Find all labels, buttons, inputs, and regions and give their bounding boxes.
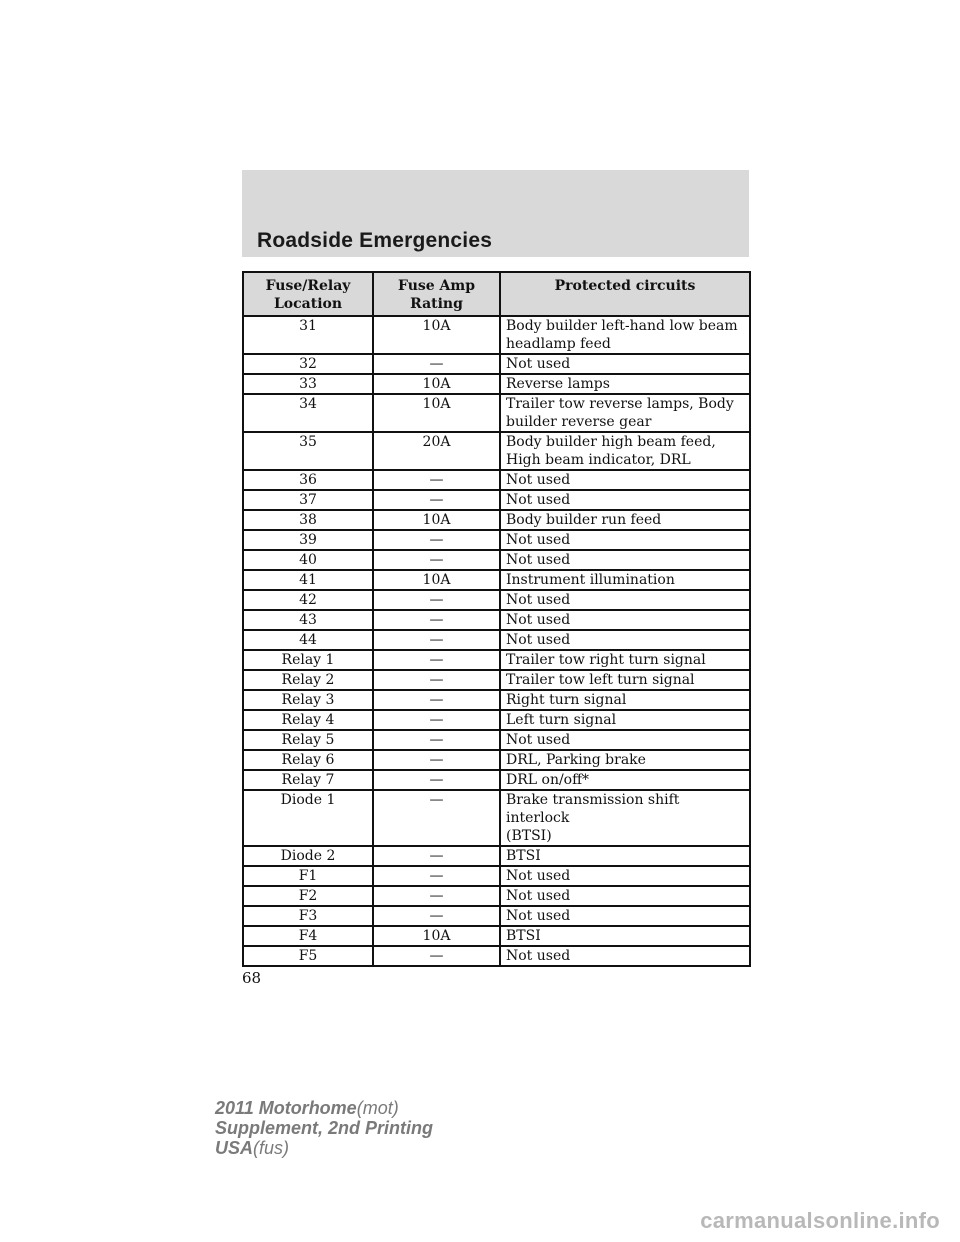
fuse-rating-cell: 10A [373, 926, 500, 946]
fuse-location-cell: Relay 2 [243, 670, 373, 690]
protected-circuits-line: Not used [506, 908, 571, 924]
fuse-rating-cell: — [373, 550, 500, 570]
footer-line-3 [215, 1138, 433, 1158]
footer-edition: Supplement, 2nd Printing [215, 1118, 434, 1138]
fuse-rating-cell: — [373, 650, 500, 670]
fuse-rating-cell: 10A [373, 316, 500, 354]
fuse-location-cell: 42 [243, 590, 373, 610]
table-row [243, 790, 750, 846]
protected-circuits-cell [500, 590, 750, 610]
protected-circuits-cell [500, 374, 750, 394]
table-row [243, 710, 750, 730]
section-header-band [242, 170, 749, 257]
protected-circuits-cell [500, 550, 750, 570]
protected-circuits-line: Not used [506, 472, 571, 488]
fuse-location-cell: 34 [243, 394, 373, 432]
protected-circuits-line: Not used [506, 492, 571, 508]
table-row [243, 394, 750, 432]
fuse-rating-cell: — [373, 730, 500, 750]
print-footer [215, 1098, 433, 1158]
table-row [243, 770, 750, 790]
protected-circuits-cell [500, 710, 750, 730]
protected-circuits-line: DRL on/off* [506, 772, 590, 788]
protected-circuits-line: Not used [506, 612, 571, 628]
protected-circuits-line: Reverse lamps [506, 376, 610, 392]
fuse-location-cell: 44 [243, 630, 373, 650]
fuse-location-cell: Relay 6 [243, 750, 373, 770]
protected-circuits-cell [500, 354, 750, 374]
footer-line-1 [215, 1098, 433, 1118]
fuse-rating-cell: — [373, 530, 500, 550]
table-row [243, 490, 750, 510]
protected-circuits-line: Body builder left-hand low beam [506, 318, 738, 334]
fuse-location-cell: F3 [243, 906, 373, 926]
table-row [243, 374, 750, 394]
header-location-line-1: Fuse/Relay [265, 278, 351, 294]
protected-circuits-line: builder reverse gear [506, 414, 652, 430]
table-row [243, 846, 750, 866]
fuse-rating-cell: — [373, 630, 500, 650]
table-row [243, 926, 750, 946]
protected-circuits-line: DRL, Parking brake [506, 752, 646, 768]
fuse-rating-cell: — [373, 670, 500, 690]
protected-circuits-line: Body builder high beam feed, [506, 434, 716, 450]
header-rating [373, 272, 500, 316]
header-rating-line-2: Rating [410, 296, 463, 312]
protected-circuits-cell [500, 432, 750, 470]
protected-circuits-line: Right turn signal [506, 692, 627, 708]
protected-circuits-line: Not used [506, 552, 571, 568]
table-row [243, 570, 750, 590]
table-row [243, 316, 750, 354]
footer-line-2 [215, 1118, 433, 1138]
footer-market-code: (fus) [253, 1138, 290, 1158]
protected-circuits-line: Not used [506, 532, 571, 548]
fuse-location-cell: Relay 7 [243, 770, 373, 790]
protected-circuits-cell [500, 530, 750, 550]
fuse-location-cell: 40 [243, 550, 373, 570]
protected-circuits-line: Not used [506, 868, 571, 884]
table-row [243, 886, 750, 906]
table-row [243, 590, 750, 610]
table-row [243, 750, 750, 770]
fuse-location-cell: Relay 4 [243, 710, 373, 730]
protected-circuits-cell [500, 886, 750, 906]
protected-circuits-line: headlamp feed [506, 336, 611, 352]
footer-model-code: (mot) [356, 1098, 399, 1118]
header-location-line-2: Location [273, 296, 343, 312]
table-row [243, 866, 750, 886]
table-row [243, 906, 750, 926]
fuse-rating-cell: — [373, 906, 500, 926]
fuse-rating-cell: — [373, 590, 500, 610]
page-number: 68 [242, 969, 262, 987]
protected-circuits-cell [500, 316, 750, 354]
table-row [243, 650, 750, 670]
protected-circuits-line: Instrument illumination [506, 572, 675, 588]
protected-circuits-cell [500, 670, 750, 690]
protected-circuits-line: (BTSI) [506, 828, 552, 844]
watermark: carmanualsonline.info [700, 1208, 940, 1233]
protected-circuits-line: Trailer tow reverse lamps, Body [506, 396, 734, 412]
fuse-rating-cell: — [373, 710, 500, 730]
protected-circuits-cell [500, 906, 750, 926]
fuse-table [242, 271, 751, 967]
fuse-location-cell: Relay 1 [243, 650, 373, 670]
protected-circuits-line: High beam indicator, DRL [506, 452, 691, 468]
fuse-rating-cell: — [373, 866, 500, 886]
protected-circuits-line: Body builder run feed [506, 512, 662, 528]
protected-circuits-cell [500, 770, 750, 790]
fuse-location-cell: Diode 2 [243, 846, 373, 866]
protected-circuits-cell [500, 630, 750, 650]
protected-circuits-line: Not used [506, 948, 571, 964]
fuse-rating-cell: — [373, 750, 500, 770]
fuse-rating-cell: — [373, 770, 500, 790]
fuse-rating-cell: 10A [373, 374, 500, 394]
fuse-location-cell: F5 [243, 946, 373, 966]
protected-circuits-cell [500, 570, 750, 590]
protected-circuits-line: Trailer tow right turn signal [506, 652, 706, 668]
table-row [243, 432, 750, 470]
table-row [243, 470, 750, 490]
table-row [243, 610, 750, 630]
fuse-location-cell: 35 [243, 432, 373, 470]
protected-circuits-line: Left turn signal [506, 712, 617, 728]
header-location [243, 272, 373, 316]
fuse-rating-cell: — [373, 886, 500, 906]
protected-circuits-line: Not used [506, 888, 571, 904]
protected-circuits-cell [500, 790, 750, 846]
header-circuits: Protected circuits [500, 272, 750, 316]
protected-circuits-cell [500, 394, 750, 432]
fuse-rating-cell: — [373, 470, 500, 490]
protected-circuits-cell [500, 730, 750, 750]
fuse-location-cell: 37 [243, 490, 373, 510]
fuse-rating-cell: 20A [373, 432, 500, 470]
protected-circuits-line: Brake transmission shift interlock [506, 792, 680, 826]
fuse-location-cell: 39 [243, 530, 373, 550]
table-row [243, 730, 750, 750]
fuse-location-cell: Diode 1 [243, 790, 373, 846]
table-row [243, 550, 750, 570]
fuse-rating-cell: — [373, 790, 500, 846]
fuse-rating-cell: 10A [373, 510, 500, 530]
protected-circuits-line: Not used [506, 592, 571, 608]
protected-circuits-cell [500, 510, 750, 530]
protected-circuits-line: Trailer tow left turn signal [506, 672, 695, 688]
fuse-rating-cell: 10A [373, 394, 500, 432]
fuse-location-cell: 33 [243, 374, 373, 394]
fuse-location-cell: 41 [243, 570, 373, 590]
fuse-rating-cell: 10A [373, 570, 500, 590]
fuse-rating-cell: — [373, 610, 500, 630]
fuse-location-cell: F4 [243, 926, 373, 946]
protected-circuits-cell [500, 926, 750, 946]
protected-circuits-cell [500, 490, 750, 510]
protected-circuits-line: BTSI [506, 848, 541, 864]
table-row [243, 670, 750, 690]
protected-circuits-cell [500, 866, 750, 886]
table-row [243, 946, 750, 966]
fuse-location-cell: 43 [243, 610, 373, 630]
fuse-location-cell: Relay 5 [243, 730, 373, 750]
header-rating-line-1: Fuse Amp [398, 278, 475, 294]
protected-circuits-line: Not used [506, 356, 571, 372]
protected-circuits-cell [500, 610, 750, 630]
table-row [243, 690, 750, 710]
fuse-rating-cell: — [373, 490, 500, 510]
fuse-location-cell: 31 [243, 316, 373, 354]
fuse-rating-cell: — [373, 846, 500, 866]
fuse-location-cell: F2 [243, 886, 373, 906]
protected-circuits-cell [500, 750, 750, 770]
fuse-rating-cell: — [373, 690, 500, 710]
fuse-location-cell: 32 [243, 354, 373, 374]
protected-circuits-line: Not used [506, 732, 571, 748]
fuse-location-cell: 38 [243, 510, 373, 530]
fuse-table-head [243, 272, 750, 316]
table-row [243, 354, 750, 374]
protected-circuits-line: BTSI [506, 928, 541, 944]
fuse-location-cell: F1 [243, 866, 373, 886]
footer-market: USA [215, 1138, 254, 1158]
fuse-rating-cell: — [373, 946, 500, 966]
section-title: Roadside Emergencies [257, 229, 493, 252]
fuse-table-body [243, 316, 750, 966]
protected-circuits-cell [500, 946, 750, 966]
protected-circuits-cell [500, 470, 750, 490]
table-row [243, 630, 750, 650]
protected-circuits-cell [500, 690, 750, 710]
fuse-location-cell: 36 [243, 470, 373, 490]
fuse-rating-cell: — [373, 354, 500, 374]
fuse-table-header-row [243, 272, 750, 316]
table-row [243, 530, 750, 550]
table-row [243, 510, 750, 530]
protected-circuits-cell [500, 846, 750, 866]
fuse-location-cell: Relay 3 [243, 690, 373, 710]
protected-circuits-line: Not used [506, 632, 571, 648]
footer-model: 2011 Motorhome [215, 1098, 357, 1118]
protected-circuits-cell [500, 650, 750, 670]
